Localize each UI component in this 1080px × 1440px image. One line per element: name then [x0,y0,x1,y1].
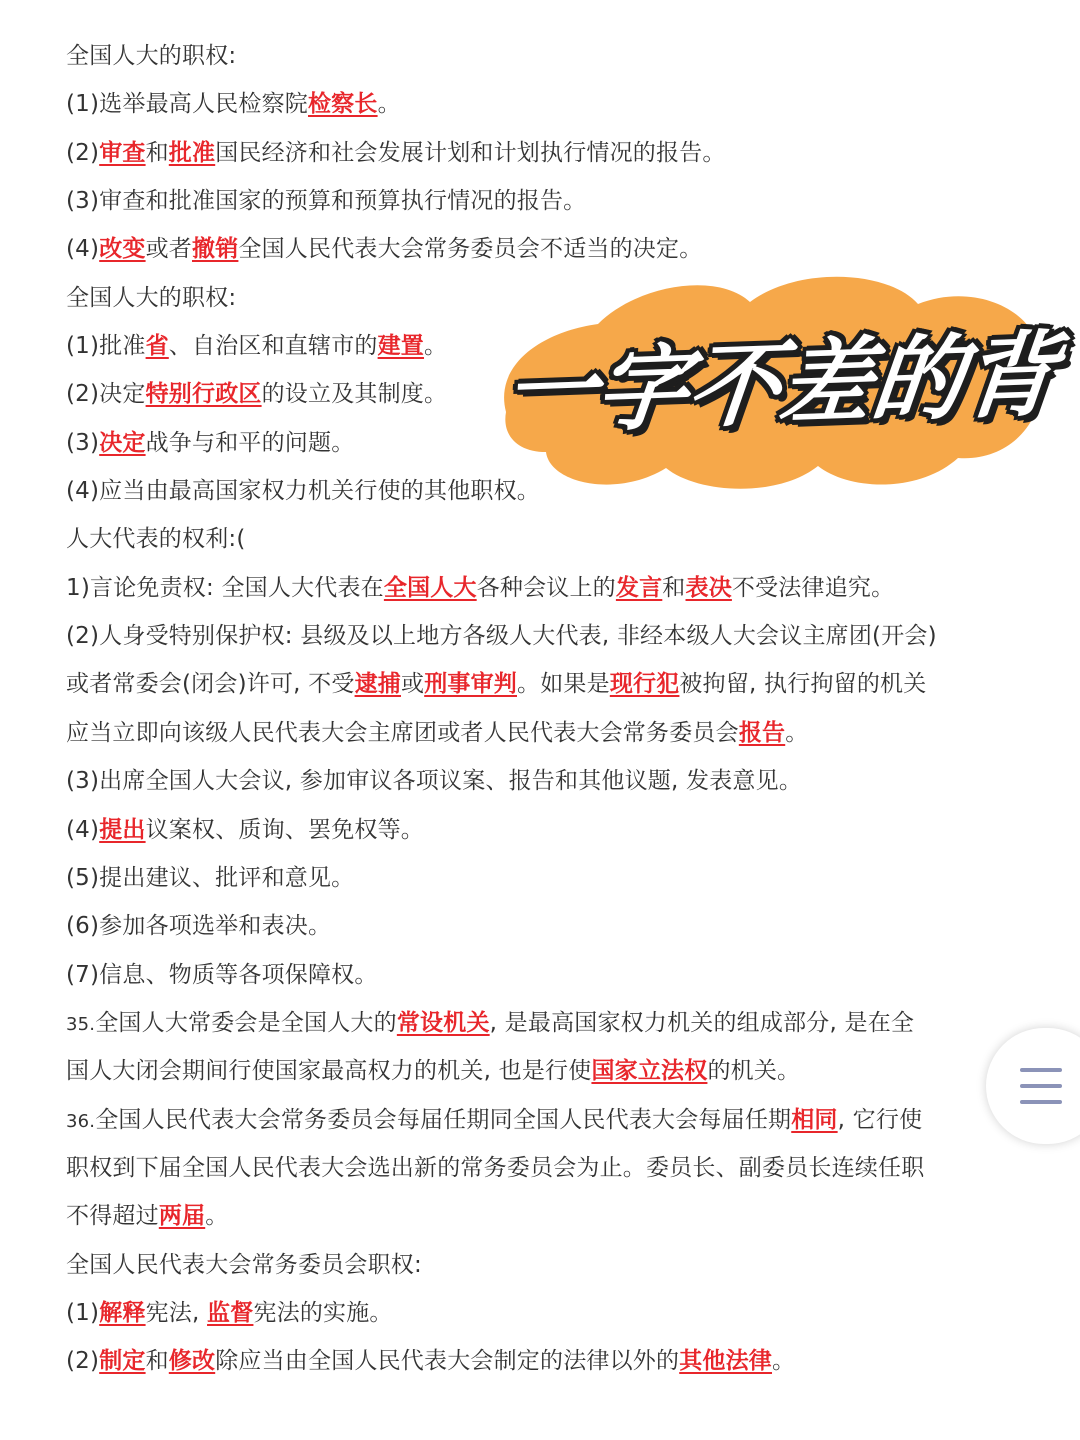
text-segment: 应当立即向该级人民代表大会主席团或者人民代表大会常务委员会 [66,719,739,746]
text-segment: 或者常委会(闭会)许可, 不受 [66,671,355,698]
text-segment: 全国人大常委会是全国人大的 [95,1009,397,1036]
text-segment: 除应当由全国人民代表大会制定的法律以外的 [215,1348,680,1375]
text-segment: (2)决定 [66,381,146,408]
text-segment: (3)出席全国人大会议, 参加审议各项议案、报告和其他议题, 发表意见。 [66,768,803,795]
text-segment: 全国人民代表大会常务委员会每届任期同全国人民代表大会每届任期 [95,1106,792,1133]
text-line [66,854,1026,902]
text-segment: (2)人身受特别保护权: 县级及以上地方各级人大代表, 非经本级人大会议主席团(开会) [66,623,937,650]
text-segment: 。 [772,1348,796,1375]
highlighted-term: 建置 [377,333,425,360]
text-segment: 的机关。 [707,1058,801,1085]
highlighted-term: 批准 [168,139,216,166]
text-line [66,1337,1026,1385]
highlighted-term: 省 [145,333,169,360]
text-segment: 宪法的实施。 [253,1299,393,1326]
highlighted-term: 撤销 [192,236,239,263]
highlighted-term: 逮捕 [354,671,401,698]
highlighted-term: 国家立法权 [591,1058,708,1085]
highlighted-term: 检察长 [307,91,378,118]
text-segment: (4)应当由最高国家权力机关行使的其他职权。 [66,478,540,505]
highlighted-term: 发言 [615,574,663,601]
text-segment: , 它行使 [837,1106,923,1133]
text-segment: (5)提出建议、批评和意见。 [66,864,355,891]
highlighted-term: 常设机关 [396,1009,490,1036]
text-line [66,80,1026,128]
text-segment: (6)参加各项选举和表决。 [66,913,332,940]
text-segment: 全国人大的职权: [66,43,237,69]
highlighted-term: 监督 [207,1299,254,1326]
text-segment: (4) [66,236,100,263]
highlighted-term: 报告 [738,719,786,746]
text-line [66,1289,1026,1337]
text-segment: 国人大闭会期间行使国家最高权力的机关, 也是行使 [66,1058,592,1085]
text-line [66,1144,1026,1192]
text-segment: 各种会议上的 [476,574,616,601]
text-segment: 国民经济和社会发展计划和计划执行情况的报告。 [215,139,726,166]
text-segment: 的设立及其制度。 [261,381,448,408]
text-line [66,660,1026,708]
highlighted-term: 其他法律 [679,1348,773,1375]
highlighted-term: 全国人大 [383,574,477,601]
text-line [66,951,1026,999]
text-segment: 或 [400,671,425,698]
text-segment: , 是最高国家权力机关的组成部分, 是在全 [489,1009,915,1036]
text-segment: (3) [66,429,100,456]
text-segment: 不得超过 [66,1203,159,1230]
text-line [66,999,1026,1047]
text-segment: (2) [66,1348,100,1375]
document-body [66,32,1026,1386]
text-line [66,709,1026,757]
highlighted-term: 提出 [99,816,146,843]
text-segment: 。 [205,1203,229,1230]
highlighted-term: 决定 [99,429,146,456]
highlighted-term: 制定 [99,1348,146,1375]
text-segment: 被拘留, 执行拘留的机关 [679,671,927,698]
text-segment: (1) [66,1299,100,1326]
text-segment: (7)信息、物质等各项保障权。 [66,961,378,988]
text-segment: 全国人民代表大会常务委员会职权: [66,1251,422,1278]
text-segment: 全国人民代表大会常务委员会不适当的决定。 [238,236,703,263]
text-line [66,177,1026,225]
text-line [66,564,1026,612]
text-line [66,1047,1026,1095]
text-line [66,129,1026,177]
text-segment: 和 [662,574,686,601]
highlighted-term: 修改 [168,1348,216,1375]
highlighted-term: 特别行政区 [145,381,262,408]
text-segment: 不受法律追究。 [731,574,895,601]
text-line [66,612,1026,660]
text-segment: 。 [785,719,809,746]
text-segment: 。如果是 [517,671,610,698]
text-segment: 35. [66,1013,96,1035]
text-line [66,1096,1026,1144]
text-segment: 或者 [145,236,192,263]
sticker-title: 一字不差的背 [498,320,1062,448]
text-segment: 1)言论免责权: 全国人大代表在 [66,574,384,601]
highlighted-term: 刑事审判 [424,671,517,698]
text-segment: 、自治区和直辖市的 [168,333,378,360]
text-line [66,1241,1026,1289]
highlighted-term: 表决 [685,574,732,601]
text-segment: 和 [145,1348,169,1375]
text-segment: 。 [377,91,401,118]
text-segment: 宪法, [145,1299,208,1326]
text-line [66,902,1026,950]
text-segment: (1)选举最高人民检察院 [66,91,308,118]
text-segment: (1)批准 [66,333,146,360]
text-line [66,515,1026,563]
text-segment: 职权到下届全国人民代表大会选出新的常务委员会为止。委员长、副委员长连续任职 [66,1154,925,1181]
text-segment: (4) [66,816,100,843]
text-segment: 战争与和平的问题。 [145,429,355,456]
text-segment: 36. [66,1110,96,1132]
highlighted-term: 相同 [791,1106,838,1133]
highlighted-term: 两届 [158,1203,206,1230]
highlighted-term: 改变 [99,236,146,263]
text-line [66,757,1026,805]
text-segment: 议案权、质询、罢免权等。 [145,816,424,843]
text-segment: 人大代表的权利:( [66,526,246,553]
highlighted-term: 审查 [99,139,146,166]
text-segment: 。 [424,333,448,360]
text-line [66,32,1026,80]
text-segment: (3)审查和批准国家的预算和预算执行情况的报告。 [66,188,587,215]
text-segment: (2) [66,139,100,166]
highlighted-term: 解释 [99,1299,146,1326]
text-segment: 全国人大的职权: [66,284,237,311]
text-segment: 和 [145,139,169,166]
text-line [66,806,1026,854]
text-line [66,1192,1026,1240]
highlighted-term: 现行犯 [609,671,680,698]
